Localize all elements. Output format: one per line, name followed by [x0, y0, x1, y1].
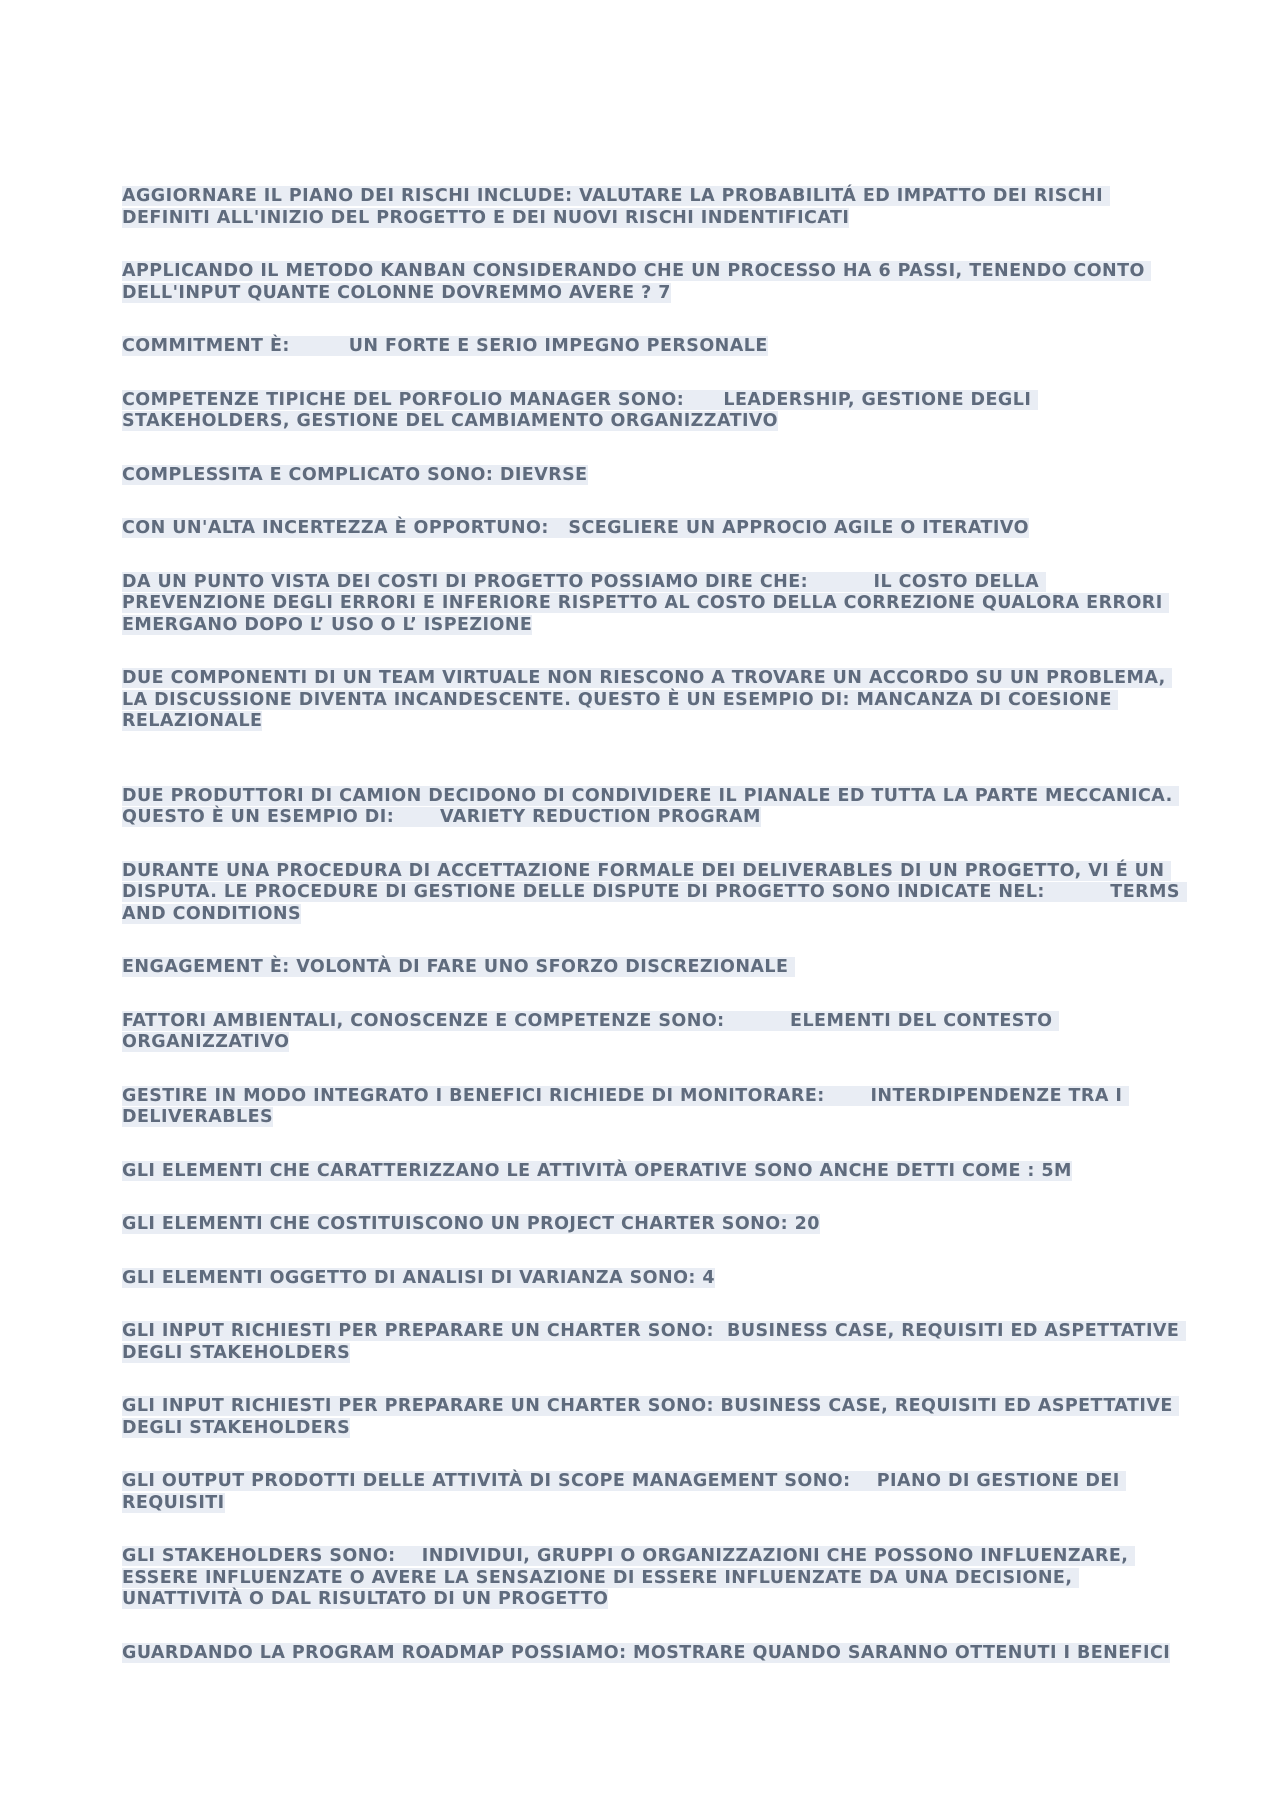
- qa-text: DUE PRODUTTORI DI CAMION DECIDONO DI CONDIVIDERE IL PIANALE ED TUTTA LA PARTE MECCANICA. QUESTO È UN ESEMPIO DI: VARIETY REDUCTION PROGRAM: [122, 785, 1180, 827]
- qa-text: GLI ELEMENTI OGGETTO DI ANALISI DI VARIANZA SONO: 4: [122, 1267, 716, 1288]
- qa-item: [122, 1011, 1182, 1054]
- qa-text: GESTIRE IN MODO INTEGRATO I BENEFICI RICHIEDE DI MONITORARE: INTERDIPENDENZE TRA I DELIVERABLES: [122, 1085, 1129, 1127]
- qa-text: GLI ELEMENTI CHE COSTITUISCONO UN PROJECT CHARTER SONO: 20: [122, 1214, 820, 1234]
- qa-list: [122, 186, 1187, 1696]
- qa-item: [122, 390, 1182, 433]
- qa-item: [122, 1321, 1186, 1364]
- qa-text: GLI STAKEHOLDERS SONO: INDIVIDUI, GRUPPI O ORGANIZZAZIONI CHE POSSONO INFLUENZARE, ESSERE INFLUENZATE O AVERE LA SENSAZIONE DI ESSERE INFLUENZATE DA UNA DECISIONE, UNATTIVITÀ O DAL RISULTATO DI UN PROGETTO: [122, 1546, 1135, 1609]
- qa-item: [122, 1214, 1182, 1236]
- qa-text: GLI ELEMENTI CHE CARATTERIZZANO LE ATTIVITÀ OPERATIVE SONO ANCHE DETTI COME : 5M: [122, 1160, 1072, 1181]
- qa-item: [122, 572, 1182, 637]
- qa-text: COMPLESSITA E COMPLICATO SONO: DIEVRSE: [122, 464, 588, 485]
- qa-text: FATTORI AMBIENTALI, CONOSCENZE E COMPETENZE SONO: ELEMENTI DEL CONTESTO ORGANIZZATIVO: [122, 1010, 1060, 1052]
- qa-text: GLI INPUT RICHIESTI PER PREPARARE UN CHARTER SONO: BUSINESS CASE, REQUISITI ED ASPETTATIVE DEGLI STAKEHOLDERS: [122, 1321, 1186, 1363]
- qa-text: GLI INPUT RICHIESTI PER PREPARARE UN CHARTER SONO: BUSINESS CASE, REQUISITI ED ASPETTATIVE DEGLI STAKEHOLDERS: [122, 1396, 1180, 1438]
- qa-item: [122, 957, 1182, 979]
- qa-text: CON UN'ALTA INCERTEZZA È OPPORTUNO: SCEGLIERE UN APPROCIO AGILE O ITERATIVO: [122, 518, 1029, 538]
- qa-item: [122, 860, 1187, 926]
- qa-item: [122, 1086, 1182, 1129]
- qa-item: [122, 1396, 1182, 1439]
- qa-item: [122, 518, 1182, 540]
- qa-item: [122, 1643, 1182, 1665]
- qa-text: DA UN PUNTO VISTA DEI COSTI DI PROGETTO POSSIAMO DIRE CHE: IL COSTO DELLA PREVENZIONE DEGLI ERRORI E INFERIORE RISPETTO AL COSTO DELLA CORREZIONE QUALORA ERRORI EMERGANO DOPO L’ USO O L’ ISPEZIONE: [122, 571, 1170, 635]
- qa-text: COMMITMENT È: UN FORTE E SERIO IMPEGNO PERSONALE: [122, 336, 768, 356]
- qa-item: [122, 1268, 1182, 1290]
- qa-text: DURANTE UNA PROCEDURA DI ACCETTAZIONE FORMALE DEI DELIVERABLES DI UN PROGETTO, VI É UN DISPUTA. LE PROCEDURE DI GESTIONE DELLE DISPUTE DI PROGETTO SONO INDICATE NEL: TERMS AND CONDITIONS: [122, 860, 1187, 924]
- qa-item: [122, 1161, 1182, 1183]
- qa-text: AGGIORNARE IL PIANO DEI RISCHI INCLUDE: VALUTARE LA PROBABILITÁ ED IMPATTO DEI RISCHI DEFINITI ALL'INIZIO DEL PROGETTO E DEI NUOVI RISCHI INDENTIFICATI: [122, 186, 1110, 228]
- qa-text: COMPETENZE TIPICHE DEL PORFOLIO MANAGER SONO: LEADERSHIP, GESTIONE DEGLI STAKEHOLDERS, GESTIONE DEL CAMBIAMENTO ORGANIZZATIVO: [122, 389, 1038, 431]
- qa-text: ENGAGEMENT È: VOLONTÀ DI FARE UNO SFORZO DISCREZIONALE: [122, 957, 795, 977]
- qa-item: [122, 261, 1182, 304]
- qa-item: [122, 1546, 1182, 1611]
- qa-item: [122, 336, 1182, 358]
- qa-item: [122, 465, 1182, 487]
- qa-item: [122, 668, 1182, 733]
- qa-item: [122, 1471, 1182, 1514]
- qa-text: GUARDANDO LA PROGRAM ROADMAP POSSIAMO: MOSTRARE QUANDO SARANNO OTTENUTI I BENEFICI: [122, 1642, 1171, 1663]
- qa-item: [122, 186, 1182, 229]
- qa-item: [122, 786, 1182, 829]
- qa-text: APPLICANDO IL METODO KANBAN CONSIDERANDO CHE UN PROCESSO HA 6 PASSI, TENENDO CONTO DELL'INPUT QUANTE COLONNE DOVREMMO AVERE ? 7: [122, 261, 1152, 303]
- qa-text: DUE COMPONENTI DI UN TEAM VIRTUALE NON RIESCONO A TROVARE UN ACCORDO SU UN PROBLEMA, LA DISCUSSIONE DIVENTA INCANDESCENTE. QUESTO È UN ESEMPIO DI: MANCANZA DI COESIONE RELAZIONALE: [122, 668, 1173, 731]
- qa-text: GLI OUTPUT PRODOTTI DELLE ATTIVITÀ DI SCOPE MANAGEMENT SONO: PIANO DI GESTIONE DEI REQUISITI: [122, 1471, 1127, 1513]
